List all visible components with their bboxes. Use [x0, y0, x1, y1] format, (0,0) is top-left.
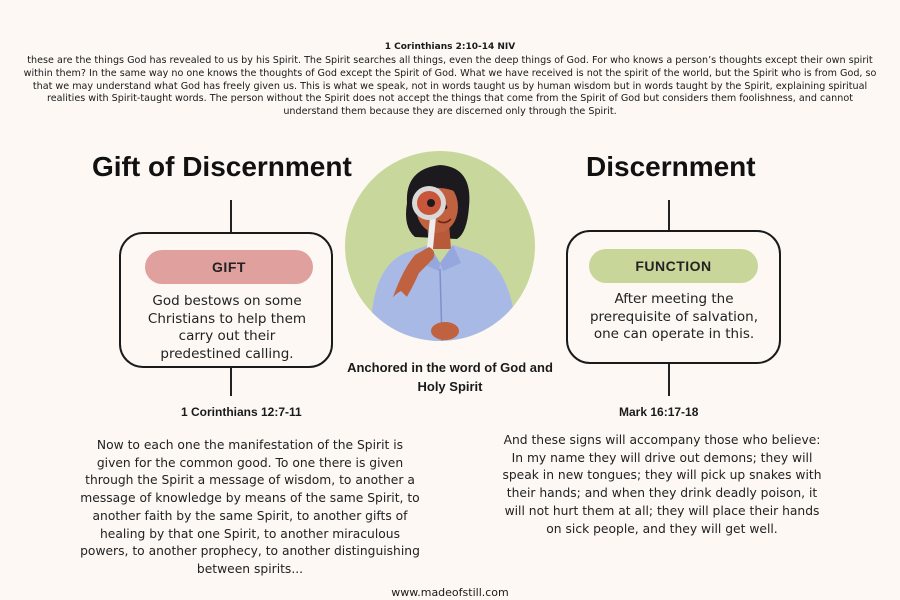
function-description: After meeting the prerequisite of salvation, one can operate in this.	[589, 291, 758, 342]
right-passage-text: And these signs will accompany those who believe: In my name they will drive out demons; they will speak in new tongues; they will pick up snakes with their hands; and when they drink deadly poison, it will not hurt them at all; they will place their hands on sick people, and they will get well.	[502, 433, 822, 536]
gift-label-pill: GIFT	[145, 250, 313, 284]
illustration-circle	[345, 151, 535, 341]
woman-with-magnifying-glass-illustration	[345, 151, 535, 341]
right-passage-reference: Mark 16:17-18	[619, 405, 699, 419]
left-passage-reference: 1 Corinthians 12:7-11	[181, 405, 302, 419]
connector-line	[668, 364, 670, 396]
gift-of-discernment-title: Gift of Discernment	[92, 151, 352, 182]
top-verse-text: these are the things God has revealed to us by his Spirit. The Spirit searches all things, even the deep things of God. For who knows a person’s thoughts except their own spirit within them? In the same way no one knows the thoughts of God except the Spirit of God. What we have received is not the spirit of the world, but the Spirit who is from God, so that we may understand what God has freely given us. This is what we speak, not in words taught us by human wisdom but in words taught by the Spirit, explaining spiritual realities with Spirit-taught words. The person without the Spirit does not accept the things that come from the Spirit of God but considers them foolishness, and cannot understand them because they are discerned only through the Spirit.	[23, 55, 877, 118]
gift-description: God bestows on some Christians to help them carry out their predestined calling.	[147, 293, 307, 362]
connector-line	[230, 368, 232, 396]
center-caption: Anchored in the word of God and Holy Spirit	[347, 360, 553, 394]
top-verse-reference: 1 Corinthians 2:10-14 NIV	[384, 42, 516, 52]
website-link[interactable]: www.madeofstill.com	[391, 586, 509, 599]
left-passage-text: Now to each one the manifestation of the Spirit is given for the common good. To one there is given through the Spirit a message of wisdom, to another a message of knowledge by means of the same Spirit, to another faith by the same Spirit, to another gifts of healing by that one Spirit, to another miraculous powers, to another prophecy, to another distinguishing between spirits...	[80, 438, 420, 576]
function-label-pill: FUNCTION	[589, 249, 758, 283]
connector-line	[668, 200, 670, 230]
discernment-title: Discernment	[586, 151, 756, 182]
connector-line	[230, 200, 232, 232]
